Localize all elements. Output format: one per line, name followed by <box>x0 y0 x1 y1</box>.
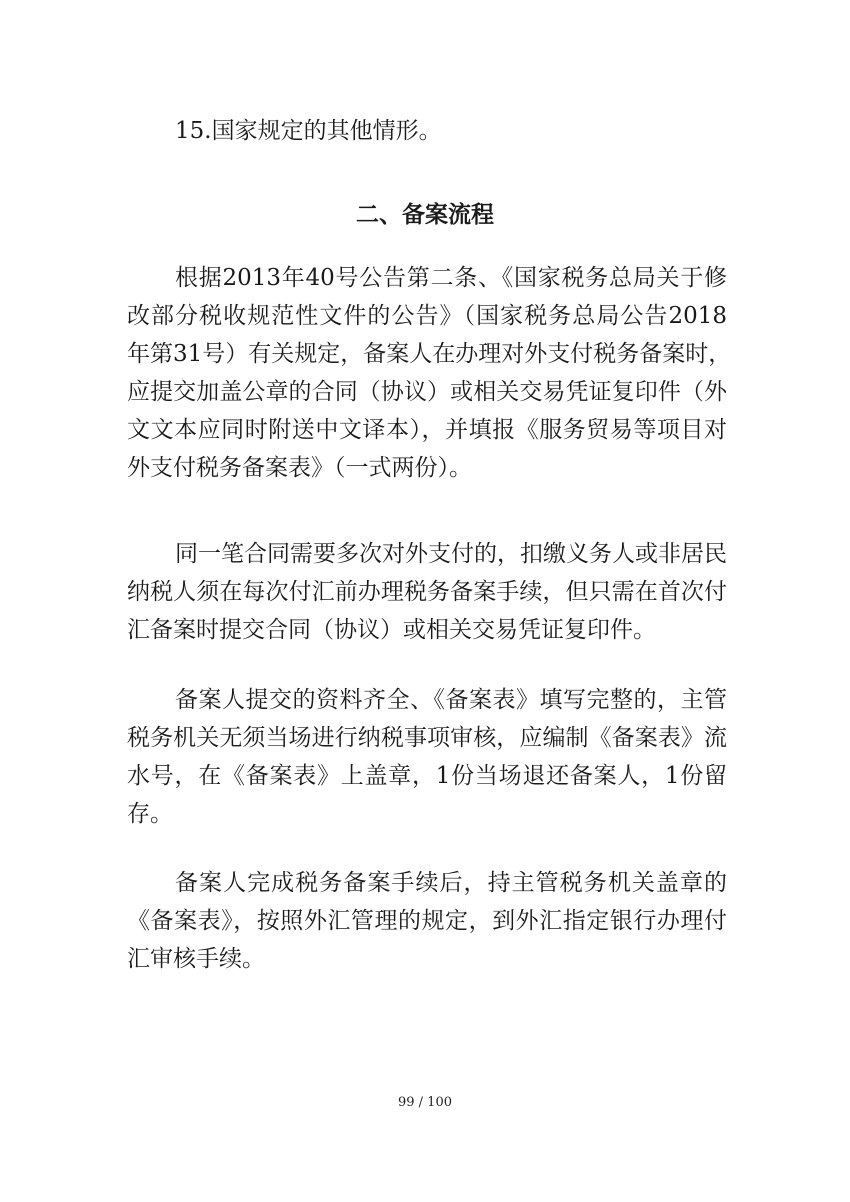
paragraph-bank-procedure <box>127 864 727 978</box>
paragraph-line: 备案人提交的资料齐全、《备案表》填写完整的，主管 <box>175 687 727 713</box>
paragraph-line: 应提交加盖公章的合同（协议）或相关交易凭证复印件（外 <box>127 379 727 405</box>
paragraph-line: 汇备案时提交合同（协议）或相关交易凭证复印件。 <box>127 617 656 643</box>
paragraph-line: 汇审核手续。 <box>127 946 265 972</box>
paragraph-tax-office-handling <box>127 681 727 833</box>
paragraph-line: 文文本应同时附送中文译本），并填报《服务贸易等项目对 <box>127 417 727 443</box>
paragraph-filing-requirements <box>127 259 732 487</box>
section-heading: 二、备案流程 <box>356 201 494 228</box>
paragraph-line: 备案人完成税务备案手续后，持主管税务机关盖章的 <box>175 870 727 896</box>
paragraph-line: 纳税人须在每次付汇前办理税务备案手续，但只需在首次付 <box>127 579 727 605</box>
paragraph-line: 水号，在《备案表》上盖章，1份当场退还备案人，1份留 <box>127 763 727 789</box>
paragraph-line: 根据2013年40号公告第二条、《国家税务总局关于修 <box>175 265 727 291</box>
list-item-15: 15.国家规定的其他情形。 <box>175 118 442 144</box>
paragraph-line: 外支付税务备案表》（一式两份）。 <box>127 455 472 481</box>
paragraph-line: 年第31号）有关规定，备案人在办理对外支付税务备案时， <box>127 341 732 367</box>
page-number: 99 / 100 <box>398 1095 452 1110</box>
paragraph-line: 存。 <box>127 801 173 827</box>
paragraph-line: 同一笔合同需要多次对外支付的，扣缴义务人或非居民 <box>175 541 727 567</box>
paragraph-line: 税务机关无须当场进行纳税事项审核，应编制《备案表》流 <box>127 725 727 751</box>
paragraph-line: 《备案表》，按照外汇管理的规定，到外汇指定银行办理付 <box>127 908 727 934</box>
paragraph-multiple-payments <box>127 535 727 649</box>
paragraph-line: 改部分税收规范性文件的公告》（国家税务总局公告2018 <box>127 303 727 329</box>
